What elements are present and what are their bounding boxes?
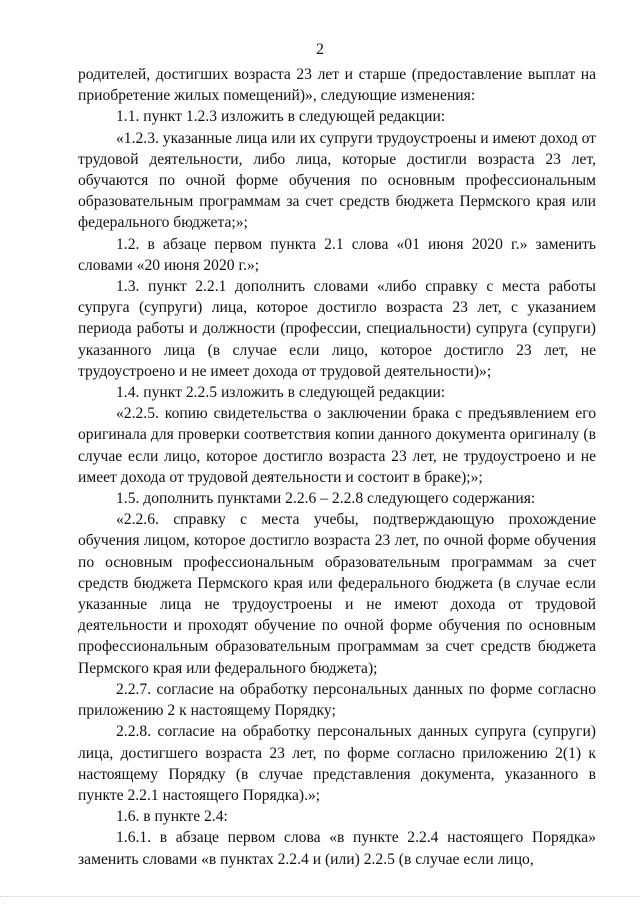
paragraph-1-2: 1.2. в абзаце первом пункта 2.1 слова «01 июня 2020 г.» заменить словами «20 июня 2020 г.»;	[78, 235, 596, 274]
paragraph-intro-continuation: родителей, достигших возраста 23 лет и старше (предоставление выплат на приобретение жилых помещений)», следующие изменения:	[78, 66, 596, 105]
paragraph-1-5: 1.5. дополнить пунктами 2.2.6 – 2.2.8 следующего содержания:	[116, 490, 536, 508]
paragraph-2-2-7-text: 2.2.7. согласие на обработку персональных данных по форме согласно приложению 2 к настоящему Порядку;	[78, 680, 596, 720]
paragraph-2-2-6-text: «2.2.6. справку с места учебы, подтверждающую прохождение обучения лицом, которое достигло возраста 23 лет, по очной форме обучения по основным профессиональным образовательным программам за счет средств бюджета Пермского края или федерального бюджета (в случае если указанные лица не трудоустроены и не имеют дохода от трудовой деятельности и проходят обучение по очной форме обучения по основным профессиональным образовательным программам за счет средств бюджета Пермского края или федерального бюджета);	[78, 511, 596, 677]
paragraph-2-2-8-text: 2.2.8. согласие на обработку персональных данных супруга (супруги) лица, достигшего возраста 23 лет, по форме согласно приложению 2(1) к настоящему Порядку (в случае представления документа, указанного в пункте 2.2.1 настоящего Порядка).»;	[78, 723, 596, 804]
paragraph-1-3: 1.3. пункт 2.2.1 дополнить словами «либо справку с места работы супруга (супруги) лица, которое достигло возраста 23 лет, с указанием периода работы и должности (профессии, специальности) супруга (супруги) указанного лица (в случае если лицо, которое достигло 23 лет, не трудоустроено и не имеет дохода от трудовой деятельности)»;	[78, 278, 596, 380]
paragraph-2-2-5-text: «2.2.5. копию свидетельства о заключении брака с предъявлением его оригинала для проверки соответствия копии данного документа оригиналу (в случае если лицо, которое достигло возраста 23 лет, не трудоустроено и не имеет дохода от трудовой деятельности и состоит в браке);»;	[78, 405, 596, 486]
paragraph-1-6: 1.6. в пункте 2.4:	[116, 808, 228, 826]
document-body	[78, 64, 596, 870]
paragraph-1-6-1: 1.6.1. в абзаце первом слова «в пункте 2.2.4 настоящего Порядка» заменить словами «в пунктах 2.2.4 и (или) 2.2.5 (в случае если лицо,	[78, 829, 596, 868]
paragraph-1-2-3-text: «1.2.3. указанные лица или их супруги трудоустроены и имеют доход от трудовой деятельности, либо лица, которые достигли возраста 23 лет, обучаются по очной форме обучения по основным профессиональным образовательным программам за счет средств бюджета Пермского края или федерального бюджета;»;	[78, 129, 596, 232]
page-number: 2	[316, 41, 324, 58]
paragraph-1-1: 1.1. пункт 1.2.3 изложить в следующей редакции:	[116, 108, 446, 126]
paragraph-1-4: 1.4. пункт 2.2.5 изложить в следующей редакции:	[116, 384, 446, 402]
scan-edge-divider	[0, 896, 640, 899]
